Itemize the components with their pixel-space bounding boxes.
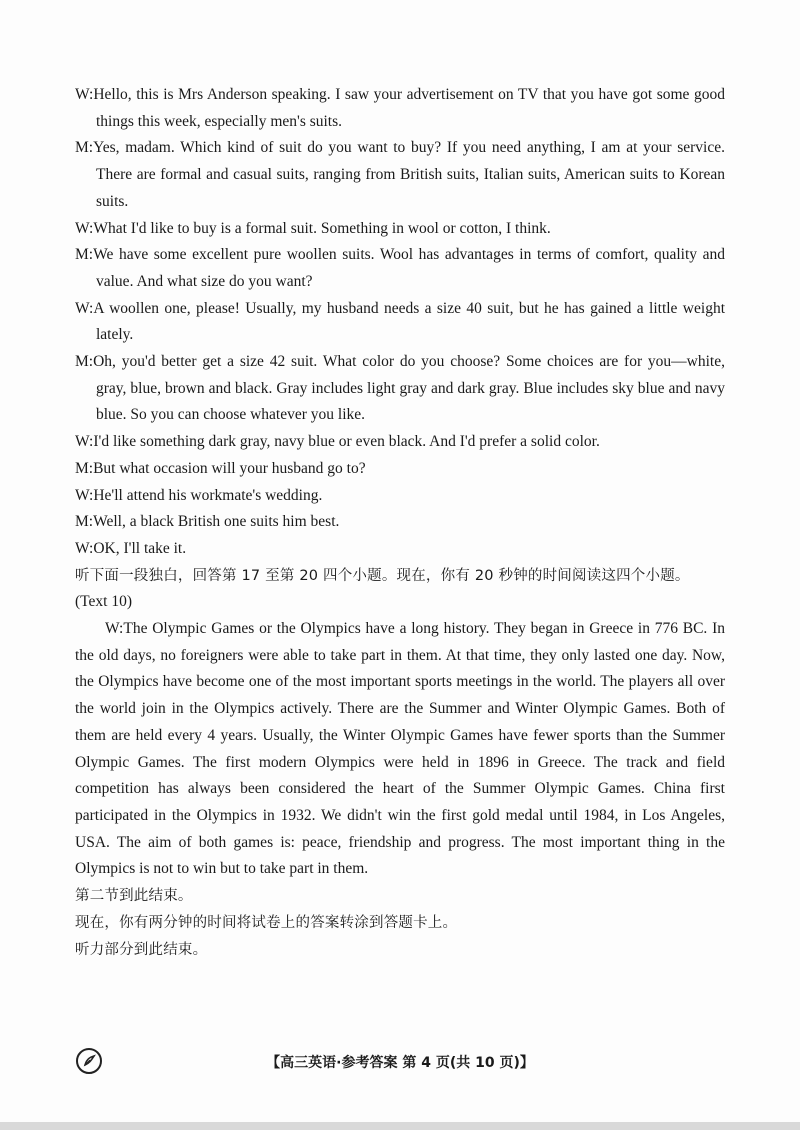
monologue-paragraph: W:The Olympic Games or the Olympics have a long history. They began in Greece in 776 BC. In the old days, no foreigners were able to take part in them. At that time, they only lasted one day. Now, the Olympics have become one of the most important sports meetings in the world. The players all over the world join in the Olympics actively. There are the Summer and Winter Olympic Games. Both of them are held every 4 years. Usually, the Winter Olympic Games have fewer sports than the Summer Olympic Games. The first modern Olympics were held in 1896 in Greece. The track and field competition has always been considered the heart of the Summer Olympic Games. China first participated in the Olympics in 1932. We didn't win the first gold medal until 1984, in Los Angeles, USA. The aim of both games is: peace, friendship and progress. The most important thing in the Olympics is not to win but to take part in them. <box>75 620 725 878</box>
scan-bottom-edge <box>0 1122 800 1130</box>
dialogue-line: W:He'll attend his workmate's wedding. <box>75 486 323 504</box>
page-footer <box>0 1048 800 1078</box>
dialogue-line: M:Yes, madam. Which kind of suit do you want to buy? If you need anything, I am at your service. There are formal and casual suits, ranging from British suits, Italian suits, American suits to Korean suits. <box>75 139 725 210</box>
dialogue-line: W:OK, I'll take it. <box>75 539 187 557</box>
document-body <box>75 82 725 963</box>
dialogue-line: M:Well, a black British one suits him best. <box>75 513 340 531</box>
page-number-footer: 【高三英语·参考答案 第 4 页(共 10 页)】 <box>266 1055 534 1071</box>
dialogue-line: M:Oh, you'd better get a size 42 suit. What color do you choose? Some choices are for you—white, gray, blue, brown and black. Gray includes light gray and dark gray. Blue includes sky blue and navy blue. So you can choose whatever you like. <box>75 353 725 424</box>
section-end-note: 第二节到此结束。 <box>75 888 193 905</box>
dialogue-line: W:What I'd like to buy is a formal suit. Something in wool or cotton, I think. <box>75 219 551 237</box>
listening-end-note: 听力部分到此结束。 <box>75 941 208 958</box>
dialogue-line: W:Hello, this is Mrs Anderson speaking. I saw your advertisement on TV that you have got some good things this week, especially men's suits. <box>75 86 725 130</box>
transfer-answers-note: 现在，你有两分钟的时间将试卷上的答案转涂到答题卡上。 <box>75 914 458 931</box>
dialogue-line: W:A woollen one, please! Usually, my husband needs a size 40 suit, but he has gained a little weight lately. <box>75 299 725 344</box>
text-label: (Text 10) <box>75 593 133 611</box>
listening-instruction: 听下面一段独白，回答第 17 至第 20 四个小题。现在，你有 20 秒钟的时间阅读这四个小题。 <box>75 567 690 584</box>
dialogue-line: M:But what occasion will your husband go to? <box>75 459 366 477</box>
dialogue-line: M:We have some excellent pure woollen suits. Wool has advantages in terms of comfort, quality and value. And what size do you want? <box>75 246 725 290</box>
dialogue-line: W:I'd like something dark gray, navy blue or even black. And I'd prefer a solid color. <box>75 433 600 451</box>
